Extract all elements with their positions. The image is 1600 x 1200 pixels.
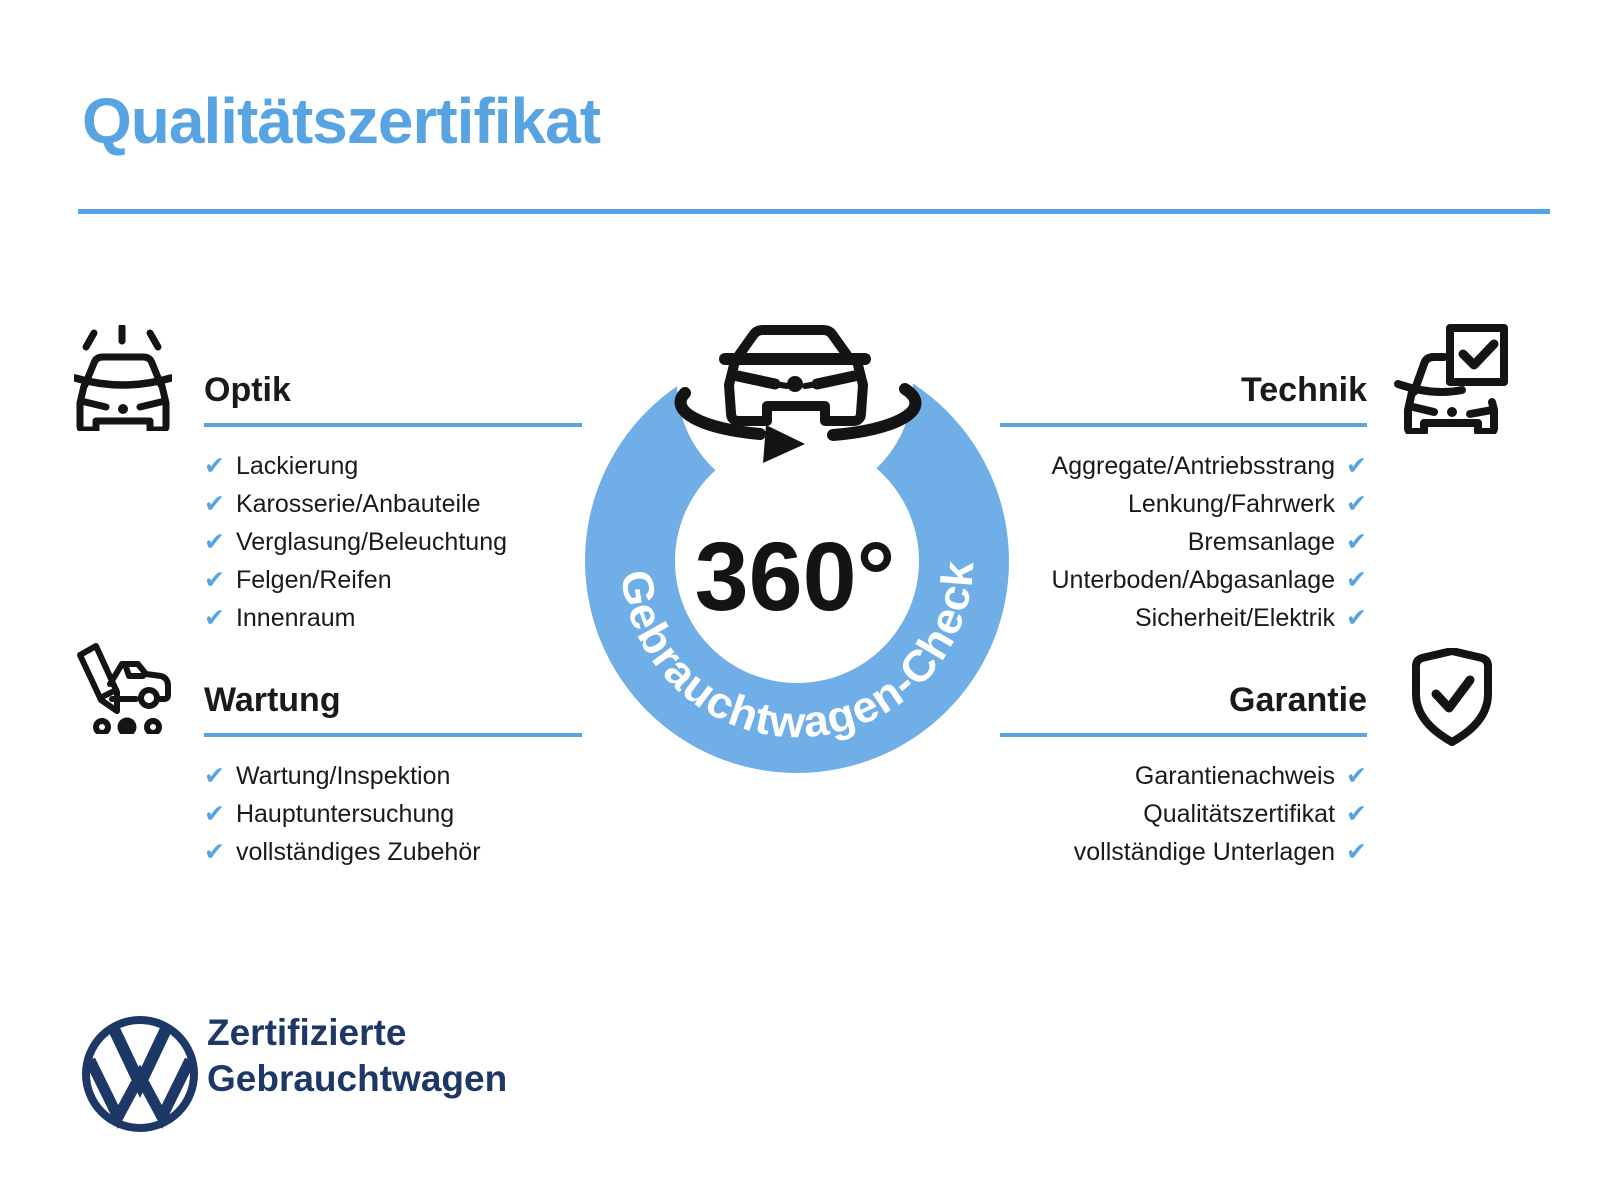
list-item xyxy=(1000,561,1367,599)
list-item xyxy=(1000,757,1367,795)
list-item xyxy=(1000,833,1367,871)
list-item-label: Lenkung/Fahrwerk xyxy=(1127,489,1336,518)
list-item xyxy=(1000,523,1367,561)
list-item-label: Lackierung xyxy=(235,451,359,480)
check-icon: ✔ xyxy=(204,603,225,632)
list-item-label: vollständiges Zubehör xyxy=(235,837,481,866)
list-item-label: Unterboden/Abgasanlage xyxy=(1051,565,1336,594)
list-item-label: Sicherheit/Elektrik xyxy=(1134,603,1336,632)
check-icon: ✔ xyxy=(204,489,225,518)
check-icon: ✔ xyxy=(204,527,225,556)
page-title: Qualitätszertifikat xyxy=(82,85,601,157)
check-icon: ✔ xyxy=(1346,799,1367,828)
footer-claim-line2: Gebrauchtwagen xyxy=(207,1058,508,1099)
list-item xyxy=(1000,599,1367,637)
check-icon: ✔ xyxy=(1346,837,1367,866)
list-item-label: Wartung/Inspektion xyxy=(235,761,451,790)
shield-check-icon xyxy=(1408,648,1496,746)
list-item-label: Verglasung/Beleuchtung xyxy=(235,527,507,556)
list-item-label: vollständige Unterlagen xyxy=(1073,837,1336,866)
section-title-technik: Technik xyxy=(1241,371,1367,409)
car-checkbox-icon xyxy=(1392,322,1510,434)
list-item xyxy=(204,485,582,523)
section-divider xyxy=(1000,733,1367,737)
check-icon: ✔ xyxy=(1346,565,1367,594)
list-item xyxy=(204,447,582,485)
section-title-optik: Optik xyxy=(204,371,291,409)
list-item-label: Felgen/Reifen xyxy=(235,565,392,594)
degree-label: 360° xyxy=(694,522,896,631)
checklist-optik xyxy=(204,447,582,637)
list-item-label: Bremsanlage xyxy=(1187,527,1336,556)
check-icon: ✔ xyxy=(204,761,225,790)
footer-claim xyxy=(207,1010,507,1102)
list-item-label: Garantienachweis xyxy=(1134,761,1336,790)
list-item xyxy=(204,561,582,599)
section-divider xyxy=(204,423,582,427)
list-item xyxy=(204,599,582,637)
check-icon: ✔ xyxy=(1346,761,1367,790)
list-item xyxy=(204,523,582,561)
section-technik xyxy=(1000,370,1367,637)
list-item xyxy=(1000,485,1367,523)
list-item xyxy=(1000,795,1367,833)
list-item xyxy=(204,757,582,795)
list-item-label: Innenraum xyxy=(235,603,356,632)
check-icon: ✔ xyxy=(1346,527,1367,556)
check-icon: ✔ xyxy=(1346,451,1367,480)
list-item xyxy=(204,833,582,871)
section-garantie xyxy=(1000,680,1367,871)
list-item-label: Karosserie/Anbauteile xyxy=(235,489,481,518)
section-title-garantie: Garantie xyxy=(1229,681,1367,719)
list-item-label: Aggregate/Antriebsstrang xyxy=(1051,451,1336,480)
list-item-label: Hauptuntersuchung xyxy=(235,799,455,828)
list-item-label: Qualitätszertifikat xyxy=(1143,799,1336,828)
section-title-wartung: Wartung xyxy=(204,681,341,719)
check-icon: ✔ xyxy=(204,837,225,866)
footer-claim-line1: Zertifizierte xyxy=(207,1012,407,1053)
badge-360-check xyxy=(517,281,1077,841)
check-icon: ✔ xyxy=(204,451,225,480)
ring-label: Gebrauchtwagen-Check xyxy=(610,559,984,748)
section-divider xyxy=(1000,423,1367,427)
section-wartung xyxy=(204,680,582,871)
vw-logo xyxy=(80,1012,200,1132)
checklist-garantie xyxy=(1000,757,1367,871)
check-icon: ✔ xyxy=(204,799,225,828)
check-icon: ✔ xyxy=(204,565,225,594)
section-optik xyxy=(204,370,582,637)
car-shine-icon xyxy=(74,325,172,431)
section-divider xyxy=(204,733,582,737)
checklist-wartung xyxy=(204,757,582,871)
check-icon: ✔ xyxy=(1346,603,1367,632)
list-item xyxy=(1000,447,1367,485)
service-checklist-icon xyxy=(76,634,172,734)
list-item xyxy=(204,795,582,833)
check-icon: ✔ xyxy=(1346,489,1367,518)
title-divider xyxy=(78,209,1550,214)
checklist-technik xyxy=(1000,447,1367,637)
